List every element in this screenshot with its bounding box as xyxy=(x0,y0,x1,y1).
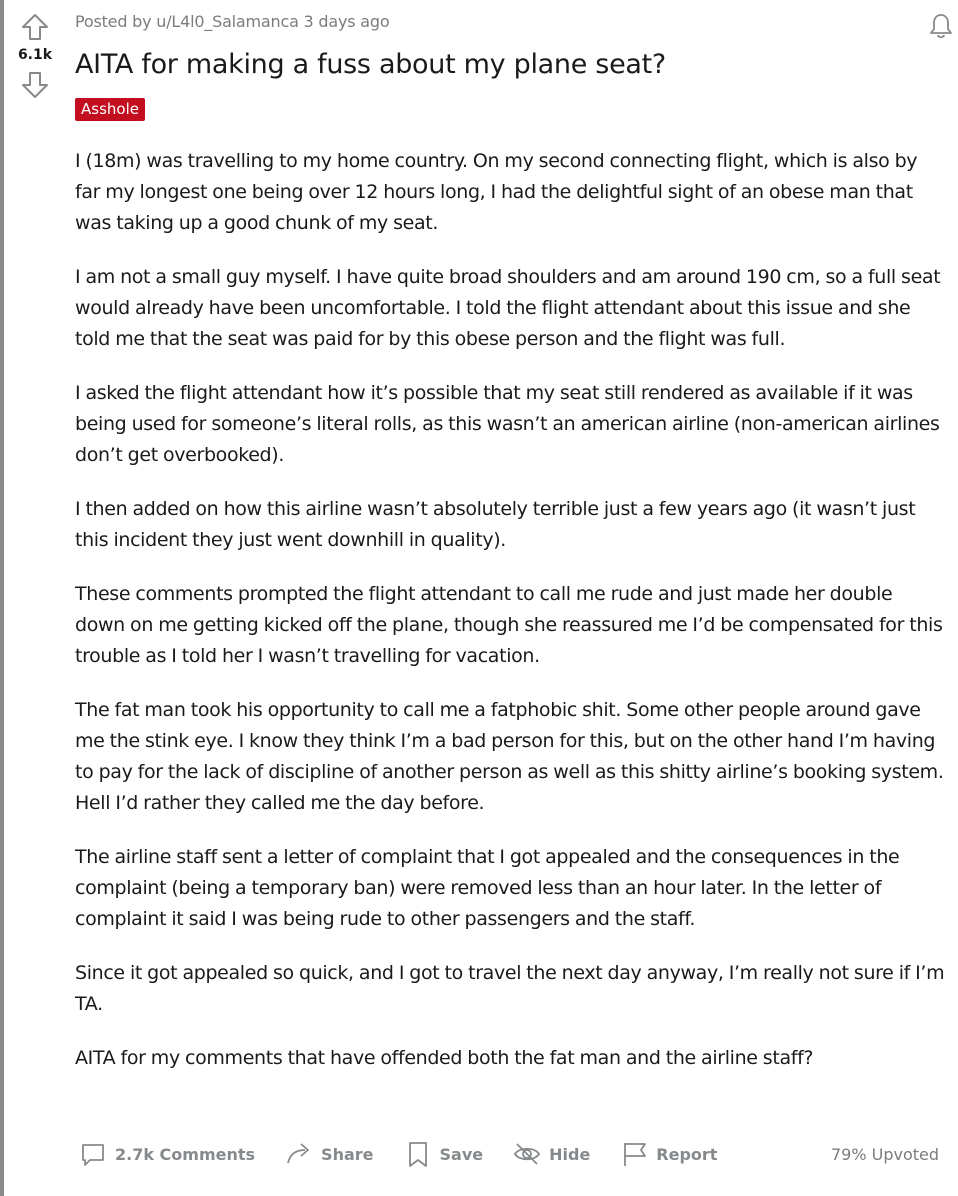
save-label: Save xyxy=(439,1144,484,1164)
post-meta[interactable]: Posted by u/L4l0_Salamanca 3 days ago xyxy=(75,12,390,31)
vote-score: 6.1k xyxy=(17,47,53,63)
bell-icon xyxy=(926,11,956,41)
vote-column xyxy=(4,0,66,130)
report-label: Report xyxy=(656,1144,718,1164)
downvote-arrow-icon xyxy=(20,70,50,100)
comments-button[interactable] xyxy=(75,1136,257,1172)
upvote-ratio: 79% Upvoted xyxy=(830,1144,939,1164)
hide-label: Hide xyxy=(549,1144,591,1164)
share-button[interactable] xyxy=(281,1136,375,1172)
post-paragraph: I am not a small guy myself. I have quite broad shoulders and am around 190 cm, so a full seat would already have been uncomfortable. I told the flight attendant about this issue and she told me that the seat was paid for by this obese person and the flight was full. xyxy=(75,266,941,350)
post-paragraph: I (18m) was travelling to my home country. On my second connecting flight, which is also by far my longest one being over 12 hours long, I had the delightful sight of an obese man that was taking up a good chunk of my seat. xyxy=(75,150,918,234)
post-paragraph: The airline staff sent a letter of complaint that I got appealed and the consequences in the complaint (being a temporary ban) were removed less than an hour later. In the letter of complaint it said I was being rude to other passengers and the staff. xyxy=(75,846,900,930)
notification-bell-button[interactable] xyxy=(925,10,957,42)
eye-slash-icon xyxy=(511,1138,543,1170)
comment-bubble-icon xyxy=(77,1138,109,1170)
share-label: Share xyxy=(321,1144,374,1164)
post-paragraph: These comments prompted the flight attendant to call me rude and just made her double down on me getting kicked off the plane, though she reassured me I’d be compensated for this trouble as I told her I wasn’t travelling for vacation. xyxy=(75,583,943,667)
post-paragraph: Since it got appealed so quick, and I got to travel the next day anyway, I’m really not sure if I’m TA. xyxy=(75,962,945,1015)
post-paragraph: The fat man took his opportunity to call me a fatphobic shit. Some other people around gave me the stink eye. I know they think I’m a bad person for this, but on the other hand I’m having to pay for the lack of discipline of another person as well as this shitty airline’s booking system. Hell I’d rather they called me the day before. xyxy=(75,699,944,814)
save-button[interactable] xyxy=(400,1136,486,1172)
post-flair[interactable]: Asshole xyxy=(75,98,145,121)
post-title[interactable]: AITA for making a fuss about my plane seat? xyxy=(75,49,666,80)
bookmark-icon xyxy=(402,1138,434,1170)
report-button[interactable] xyxy=(616,1136,719,1172)
comments-label: 2.7k Comments xyxy=(115,1144,256,1164)
hide-button[interactable] xyxy=(509,1136,592,1172)
post-paragraph: AITA for my comments that have offended both the fat man and the airline staff? xyxy=(75,1047,814,1069)
post-action-bar xyxy=(75,1136,945,1172)
post-body xyxy=(75,146,945,1097)
post-paragraph: I asked the flight attendant how it’s possible that my seat still rendered as available if it was being used for someone’s literal rolls, as this wasn’t an american airline (non-american airlines don’t get overbooked). xyxy=(75,382,940,466)
flag-icon xyxy=(618,1138,650,1170)
downvote-button[interactable] xyxy=(19,69,51,101)
upvote-arrow-icon xyxy=(20,12,50,42)
post-paragraph: I then added on how this airline wasn’t absolutely terrible just a few years ago (it wasn’t just this incident they just went downhill in quality). xyxy=(75,498,916,551)
upvote-button[interactable] xyxy=(19,11,51,43)
left-border xyxy=(0,0,4,1196)
share-arrow-icon xyxy=(283,1138,315,1170)
